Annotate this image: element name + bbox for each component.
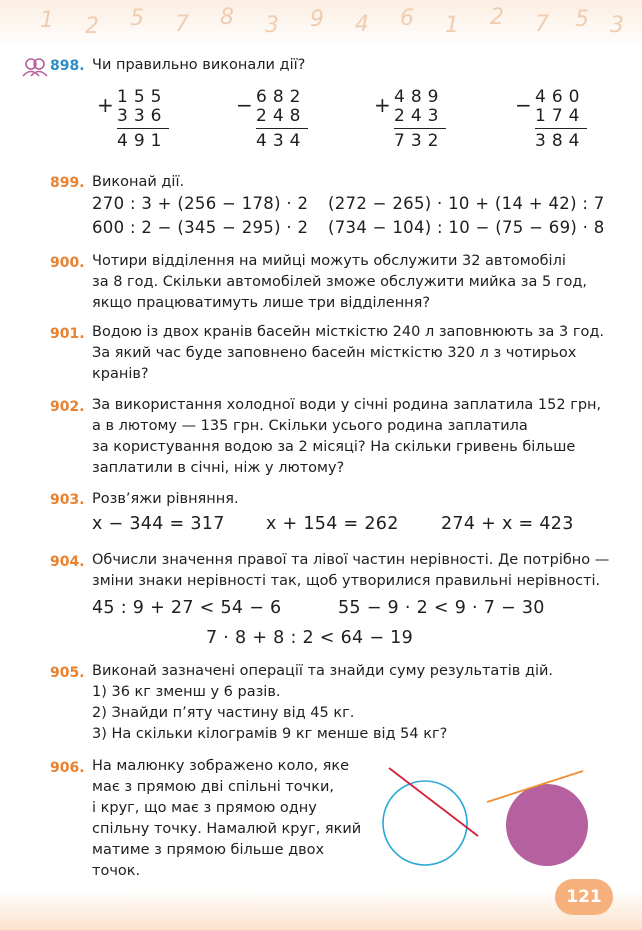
- task-902-number: 902.: [50, 399, 85, 415]
- operand-a: 460: [535, 87, 586, 107]
- equation: x + 154 = 262: [266, 514, 399, 534]
- header-digit: 7: [535, 12, 549, 37]
- task-904-text: [92, 550, 610, 592]
- column-operation: [515, 87, 587, 151]
- text-line: За який час буде заповнено басейн місткістю 320 л з чотирьох: [92, 345, 577, 361]
- geometry-illustration: [370, 760, 600, 875]
- op-result: 491: [117, 131, 168, 151]
- task-899-text: Виконай дії.: [92, 174, 185, 190]
- op-sign: −: [515, 93, 532, 117]
- task-898-text: Чи правильно виконали дії?: [92, 57, 306, 73]
- header-digit: 9: [310, 7, 324, 32]
- task-906-number: 906.: [50, 760, 85, 776]
- result-rule: [535, 128, 587, 129]
- header-digit: 6: [400, 6, 414, 31]
- header-digit: 2: [85, 14, 99, 39]
- equation: x − 344 = 317: [92, 514, 225, 534]
- op-sign: −: [236, 93, 253, 117]
- header-digit: 3: [610, 13, 624, 38]
- task-905-number: 905.: [50, 665, 85, 681]
- text-line: Чотири відділення на мийці можуть обслужити 32 автомобілі: [92, 253, 566, 269]
- header-digit: 5: [575, 7, 589, 32]
- text-line: Виконай зазначені операції та знайди суму результатів дій.: [92, 663, 554, 679]
- operand-b: 243: [394, 106, 445, 126]
- column-operation: [97, 87, 169, 151]
- task-903-number: 903.: [50, 492, 85, 508]
- text-line: Обчисли значення правої та лівої частин нерівності. Де потрібно —: [92, 552, 610, 568]
- task-902-text: [92, 395, 602, 479]
- text-line: точок.: [92, 863, 141, 879]
- result-rule: [394, 128, 446, 129]
- task-904-number: 904.: [50, 554, 85, 570]
- expression: 600 : 2 − (345 − 295) · 2: [92, 218, 309, 237]
- pair-work-icon: [22, 57, 48, 77]
- task-903-text: Розв’яжи рівняння.: [92, 491, 239, 507]
- expression: (272 − 265) · 10 + (14 + 42) : 7: [328, 194, 605, 213]
- header-digit: 1: [445, 13, 459, 38]
- secant-line: [389, 768, 478, 836]
- header-digit: 7: [175, 12, 189, 37]
- header-digit: 5: [130, 6, 144, 31]
- task-906-text: [92, 756, 362, 882]
- inequality: 55 − 9 · 2 < 9 · 7 − 30: [338, 598, 545, 618]
- task-901-number: 901.: [50, 326, 85, 342]
- text-line: якщо працюватимуть лише три відділення?: [92, 295, 431, 311]
- text-line: заплатили в січні, ніж у лютому?: [92, 460, 345, 476]
- operand-b: 248: [256, 106, 307, 126]
- task-898-number: 898.: [50, 58, 85, 74]
- page-number: 121: [555, 879, 613, 915]
- result-rule: [117, 128, 169, 129]
- header-decoration: [0, 0, 642, 48]
- operand-b: 174: [535, 106, 586, 126]
- text-line: Водою із двох кранів басейн місткістю 240 л заповнюють за 3 год.: [92, 324, 604, 340]
- circle-outline: [383, 781, 467, 865]
- list-item: 2) Знайди п’яту частину від 45 кг.: [92, 705, 355, 721]
- op-sign: +: [97, 93, 114, 117]
- result-rule: [256, 128, 308, 129]
- text-line: і круг, що має з прямою одну: [92, 800, 317, 816]
- text-line: має з прямою дві спільні точки,: [92, 779, 335, 795]
- header-digit: 2: [490, 5, 504, 30]
- equation: 274 + x = 423: [441, 514, 574, 534]
- task-899-number: 899.: [50, 175, 85, 191]
- text-line: зміни знаки нерівності так, щоб утворилися правильні нерівності.: [92, 573, 601, 589]
- text-line: за користування водою за 2 місяці? На скільки гривень більше: [92, 439, 576, 455]
- task-901-text: [92, 322, 604, 385]
- inequality: 7 · 8 + 8 : 2 < 64 − 19: [206, 628, 414, 648]
- text-line: спільну точку. Намалюй круг, який: [92, 821, 362, 837]
- header-digit: 4: [355, 12, 369, 37]
- column-operation: [236, 87, 308, 151]
- operand-a: 489: [394, 87, 445, 107]
- operand-a: 155: [117, 87, 168, 107]
- task-905-text: [92, 661, 584, 745]
- expression: 270 : 3 + (256 − 178) · 2: [92, 194, 309, 213]
- header-digit: 3: [265, 13, 279, 38]
- op-result: 434: [256, 131, 307, 151]
- header-digit: 1: [40, 8, 54, 33]
- task-900-number: 900.: [50, 255, 85, 271]
- list-item: 3) На скільки кілограмів 9 кг менше від 54 кг?: [92, 726, 448, 742]
- text-line: за 8 год. Скільки автомобілей зможе обслужити мийка за 5 год,: [92, 274, 587, 290]
- footer-decoration: [0, 890, 642, 930]
- list-item: 1) 36 кг зменш у 6 разів.: [92, 684, 281, 700]
- inequality: 45 : 9 + 27 < 54 − 6: [92, 598, 282, 618]
- text-line: На малюнку зображено коло, яке: [92, 758, 350, 774]
- header-digit: 8: [220, 5, 234, 30]
- column-operation: [374, 87, 446, 151]
- op-result: 732: [394, 131, 445, 151]
- expression: (734 − 104) : 10 − (75 − 69) · 8: [328, 218, 605, 237]
- filled-disc: [506, 784, 588, 866]
- operand-b: 336: [117, 106, 168, 126]
- op-sign: +: [374, 93, 391, 117]
- text-line: матиме з прямою більше двох: [92, 842, 325, 858]
- op-result: 384: [535, 131, 586, 151]
- task-900-text: [92, 251, 587, 314]
- text-line: кранів?: [92, 366, 149, 382]
- text-line: За використання холодної води у січні родина заплатила 152 грн,: [92, 397, 602, 413]
- operand-a: 682: [256, 87, 307, 107]
- text-line: а в лютому — 135 грн. Скільки усього родина заплатила: [92, 418, 528, 434]
